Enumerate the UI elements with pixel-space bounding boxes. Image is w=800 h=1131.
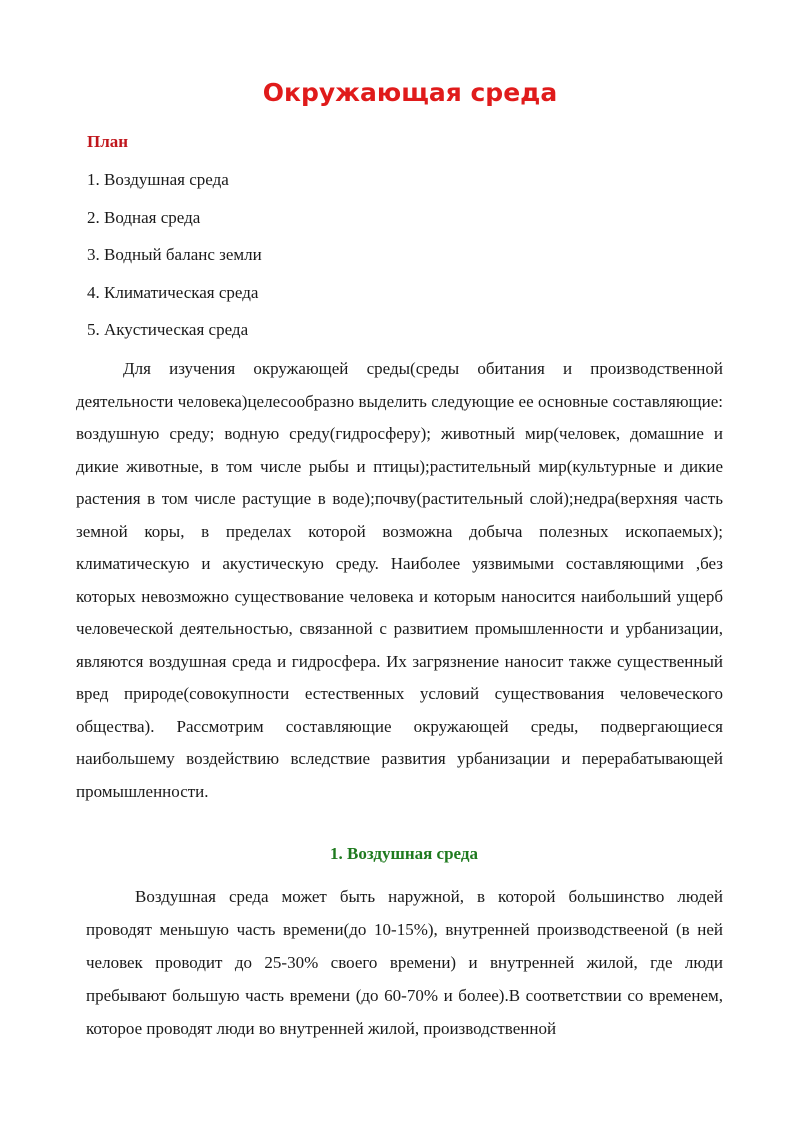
- intro-paragraph: Для изучения окружающей среды(среды обитания и производственной деятельности человека)целесообразно выделить следующие ее основные составляющие: воздушную среду; водную среду(гидросферу); животный мир(человек, домашние и дикие животные, в том числе рыбы и птицы);растительный мир(культурные и дикие растения в том числе растущие в воде);почву(растительный слой);недра(верхняя часть земной коры, в пределах которой возможна добыча полезных ископаемых); климатическую и акустическую среду. Наиболее уязвимыми составляющими ,без которых невозможно существование человека и которым наносится наибольший ущерб человеческой деятельностью, связанной с развитием промышленности и урбанизации, являются воздушная среда и гидросфера. Их загрязнение наносит также существенный вред природе(совокупности естественных условий существования человеческого общества). Рассмотрим составляющие окружающей среды, подвергающиеся наибольшему воздействию вследствие развития урбанизации и перерабатывающей промышленности.: [76, 359, 723, 801]
- document-title: Окружающая среда: [262, 78, 558, 107]
- plan-list: [87, 165, 262, 353]
- plan-heading: План: [87, 132, 129, 151]
- plan-item-climate: 4. Климатическая среда: [87, 282, 259, 302]
- plan-item-acoustic: 5. Акустическая среда: [87, 320, 249, 339]
- section-heading-air: 1. Воздушная среда: [330, 844, 478, 863]
- section-paragraph-air: Воздушная среда может быть наружной, в которой большинство людей проводят меньшую часть времени(до 10-15%), внутренней производствееной (в ней человек проводит до 25-30% своего времени) и внутренней жилой, где люди пребывают большую часть времени (до 60-70% и более).В соответствии со временем, которое проводят люди во внутренней жилой, производственной: [86, 887, 723, 1038]
- plan-item-air: 1. Воздушная среда: [87, 170, 229, 189]
- plan-item-water-balance: 3. Водный баланс земли: [87, 245, 262, 264]
- plan-item-water: 2. Водная среда: [87, 207, 201, 227]
